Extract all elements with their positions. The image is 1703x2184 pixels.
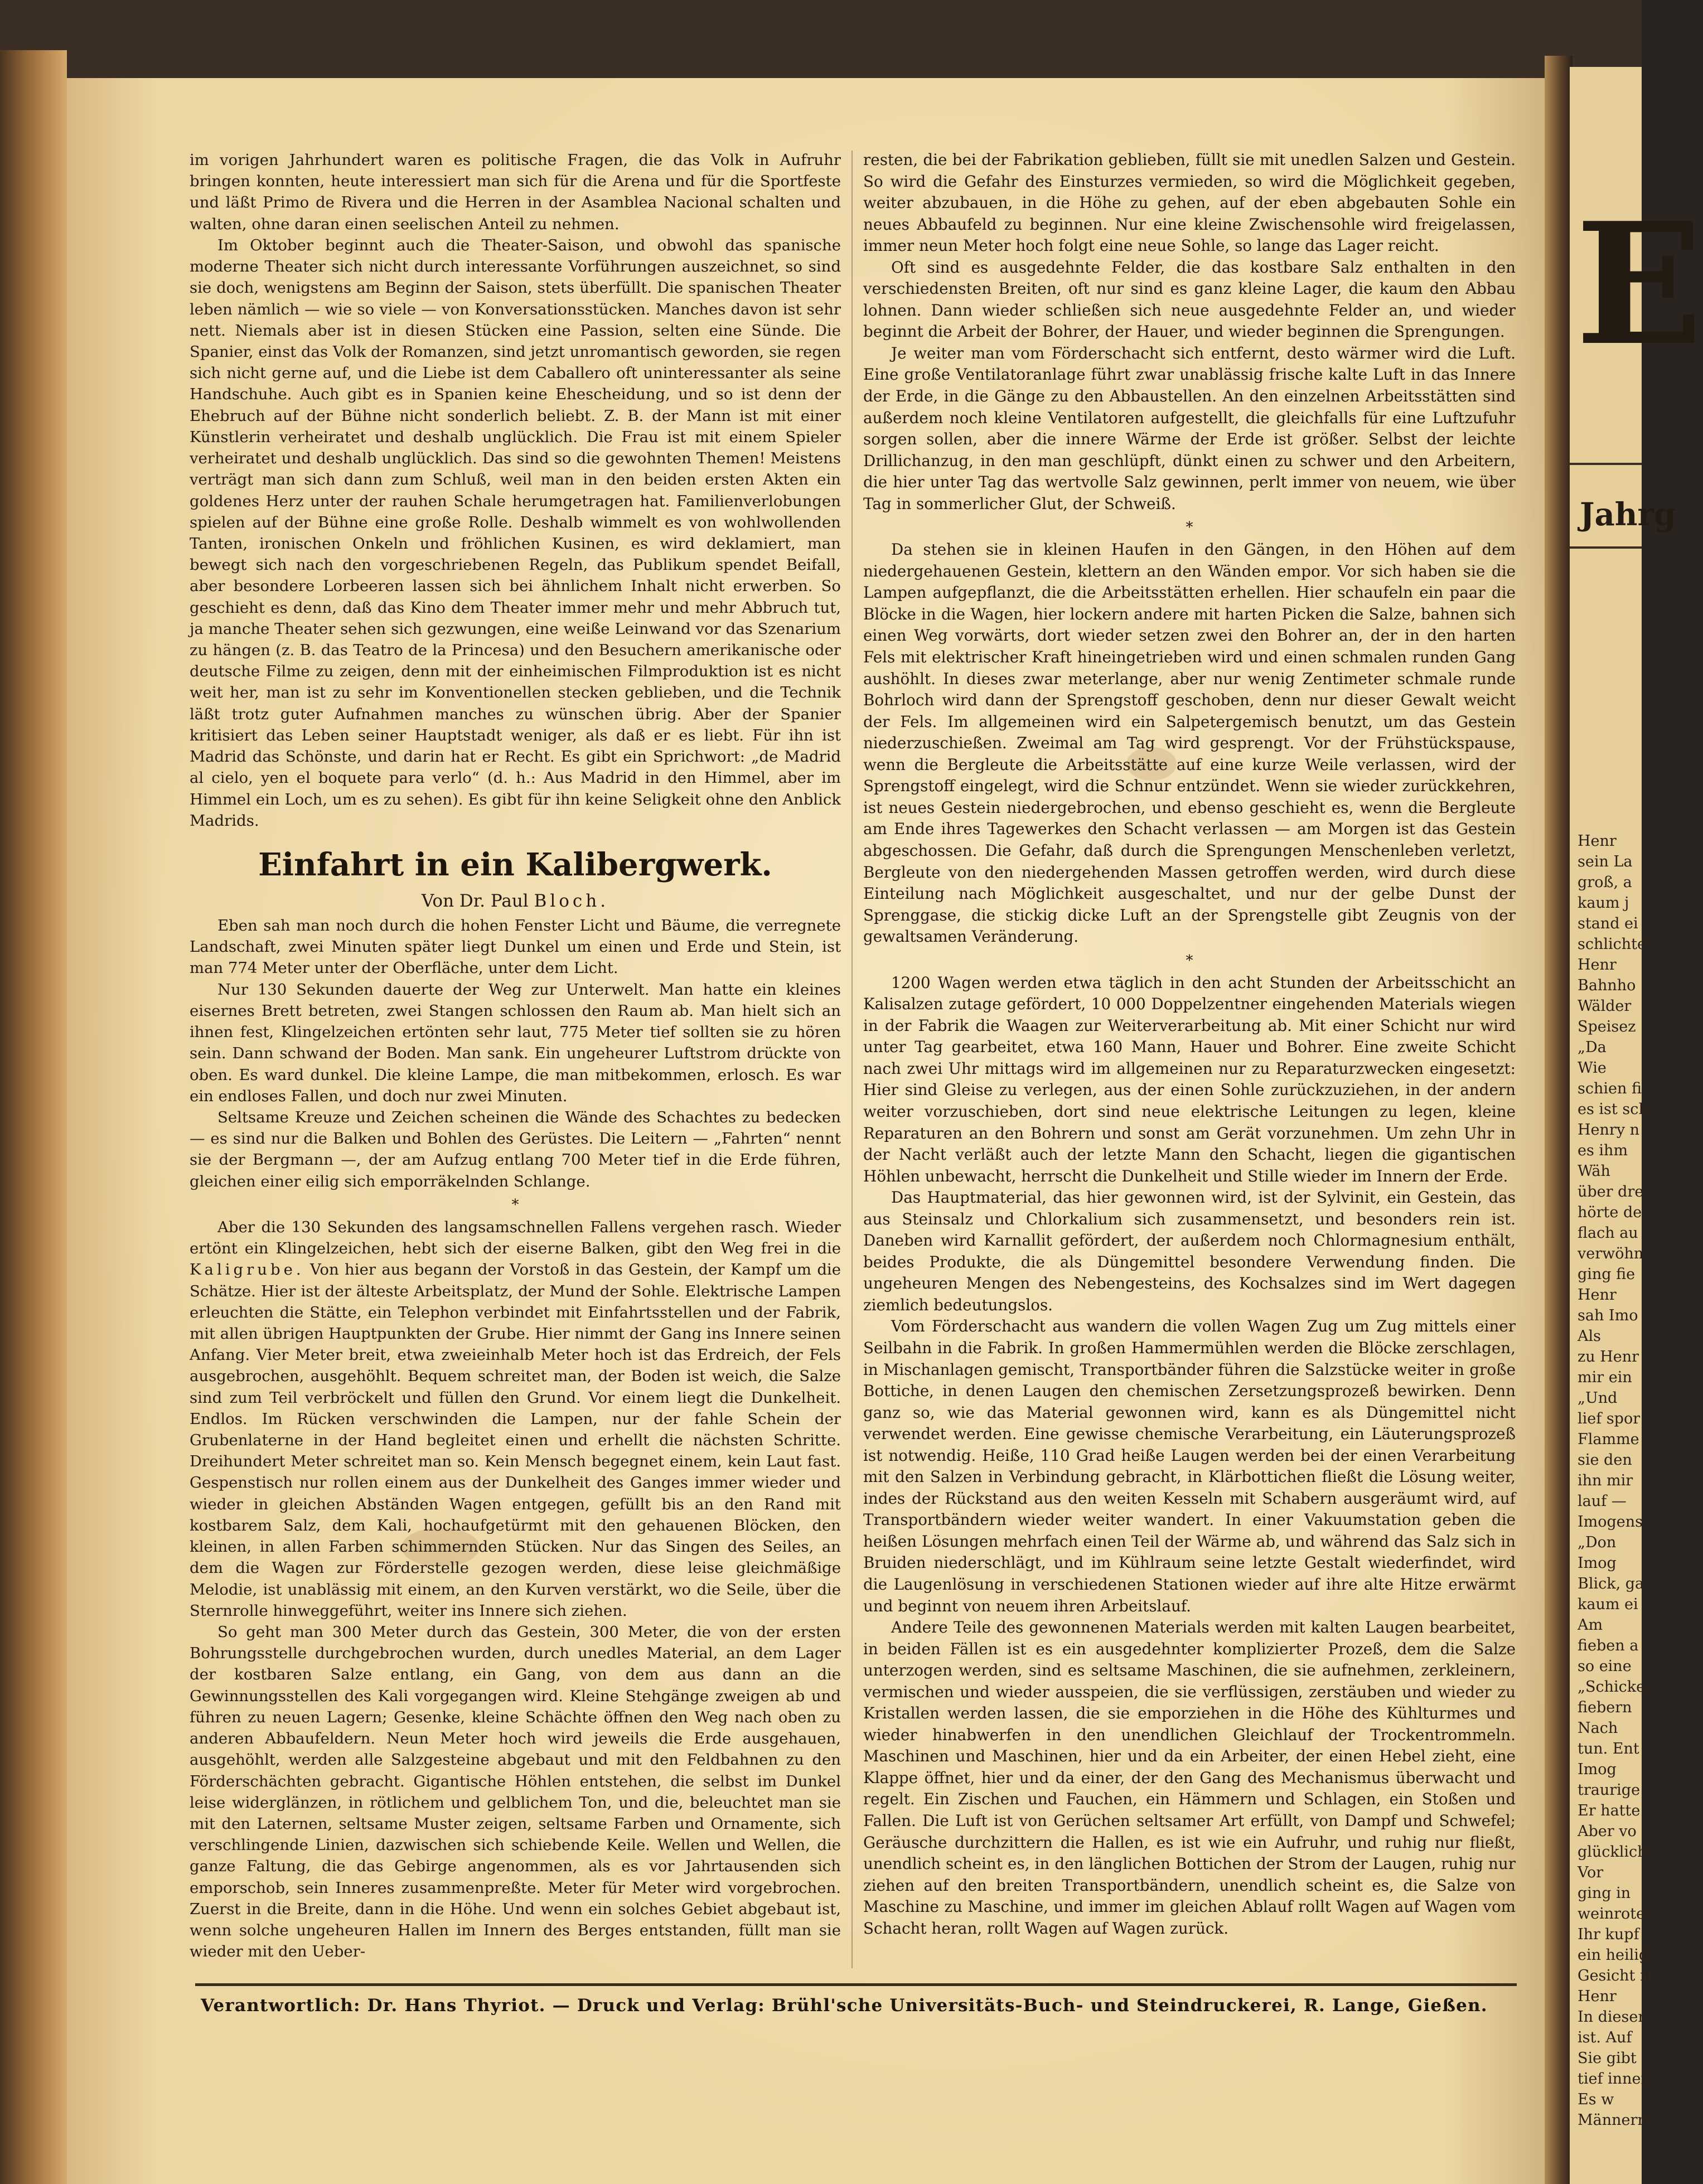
adjacent-line: kaum ei [1578, 1596, 1638, 1613]
adjacent-line: „Und [1578, 1389, 1618, 1407]
left-column [190, 149, 841, 1963]
adjacent-line: Männern [1578, 2112, 1647, 2129]
adjacent-page-edge [1570, 67, 1703, 2184]
adjacent-rule [1570, 546, 1642, 549]
adjacent-line: Am [1578, 1616, 1603, 1634]
adjacent-line: Bahnho [1578, 977, 1636, 994]
adjacent-line: Er hatte [1578, 1802, 1641, 1819]
adjacent-line: Sie gibt [1578, 2050, 1637, 2067]
adjacent-line: stand ei [1578, 915, 1638, 932]
adjacent-line: Wäh [1578, 1163, 1610, 1180]
byline-prefix: Von Dr. Paul [421, 891, 529, 911]
adjacent-line: Henr [1578, 832, 1617, 850]
adjacent-line: flach au [1578, 1224, 1638, 1242]
adjacent-line: Speisez [1578, 1018, 1636, 1035]
article-paragraph: So geht man 300 Meter durch das Gestein, 300 Meter, die von der ersten Bohrungsstelle durchgebrochen wurden, durch unedles Material, an dem Lager der kostbaren Salze entlang, ein Gang, von dem aus dann an die Gewinnungsstellen des Kali vorgegangen wird. Kleine Stehgänge zweigen ab und führen zu neuen Lagern; Gesenke, kleine Schächte öffnen den Weg nach oben zu anderen Abbaufeldern. Neun Meter hoch wird jeweils die Erde ausgehauen, ausgehöhlt, werden alle Salzgesteine abgebaut und mit den Feldbahnen zu den Förderschächten gebracht. Gigantische Höhlen entstehen, die selbst im Dunkel leise widerglänzen, in rötlichem und gelblichem Ton, und die, beleuchtet man sie mit den Laternen, seltsame Muster zeigen, seltsame Farben und Ornamente, sich verschlingende Linien, dazwischen sich schiebende Keile. Wellen und Wellen, die ganze Faltung, die das Gebirge angenommen, als es vor Jahrtausenden sich emporschob, sein Inneres zusammenpreßte. Meter für Meter wird vorgebrochen. Zuerst in die Breite, dann in die Höhe. Und wenn ein solches Gebiet abgebaut ist, wenn solche ungeheuren Hallen im Innern des Berges entstanden, füllt man sie wieder mit den Ueber- [190, 1623, 841, 1961]
adjacent-line: Blick, ga [1578, 1575, 1644, 1592]
adjacent-line: Ihr kupf [1578, 1926, 1639, 1943]
adjacent-line: Henr [1578, 1286, 1617, 1304]
article-paragraph: Nur 130 Sekunden dauerte der Weg zur Unterwelt. Man hatte ein kleines eisernes Brett betreten, zwei Stangen schlossen den Raum ab. Man hielt sich an ihnen fest, Klingelzeichen ertönten sehr laut, 775 Meter tief sollten sie zu hören sein. Dann schwand der Boden. Man sank. Ein ungeheurer Luftstrom drückte von oben. Es ward dunkel. Die kleine Lampe, die man mitbekommen, erlosch. Es war ein endloses Fallen, und doch nur zwei Minuten. [190, 980, 841, 1105]
adjacent-line: Als [1578, 1328, 1601, 1345]
adjacent-line: tief inner [1578, 2070, 1648, 2088]
adjacent-line: „Da [1578, 1039, 1607, 1056]
adjacent-line: Wie [1578, 1059, 1607, 1077]
article-paragraph [190, 1217, 841, 1621]
adjacent-line: schien fi [1578, 1080, 1642, 1097]
adjacent-line: ging fie [1578, 1266, 1636, 1283]
paragraph-text: Aber die 130 Sekunden des langsamschnellen Fallens vergehen rasch. Wieder ertönt ein Klingelzeichen, hebt sich der eiserne Balken, gibt den Weg frei in die [190, 1218, 841, 1258]
adjacent-line: lief spor [1578, 1410, 1641, 1427]
section-separator-star: * [1186, 519, 1193, 536]
adjacent-line: sein La [1578, 853, 1633, 870]
adjacent-line: Imog [1578, 1761, 1617, 1778]
adjacent-line: es ist sch [1578, 1101, 1648, 1118]
adjacent-line: weinrote [1578, 1905, 1646, 1922]
column-divider [851, 151, 853, 1968]
adjacent-line: ein heilig [1578, 1946, 1649, 1964]
adjacent-line: Imog [1578, 1555, 1617, 1572]
article-paragraph: Oft sind es ausgedehnte Felder, die das kostbare Salz enthalten in den verschiedensten Breiten, oft nur sind es ganz kleine Lager, die kaum den Abbau lohnen. Dann wieder schließen sich neue ausgedehnte Felder an, und wieder beginnt die Arbeit der Bohrer, der Hauer, und wieder beginnen die Sprengungen. [863, 258, 1516, 341]
article-paragraph: Je weiter man vom Förderschacht sich entfernt, desto wärmer wird die Luft. Eine große Ventilatoranlage führt zwar unablässig frische kalte Luft in das Innere der Erde, in die Gänge zu den Abbaustellen. An den einzelnen Arbeitsstätten sind außerdem noch kleine Ventilatoren aufgestellt, die gleichfalls für eine Luftzufuhr sorgen sollen, aber die innere Wärme der Erde ist größer. Selbst der leichte Drillichanzug, in den man geschlüpft, dünkt einen zu schwer und den Arbeitern, die hier unter Tag das wertvolle Salz gewinnen, perlt immer von neuem, wie über Tag in sommerlicher Glut, der Schweiß. [863, 343, 1516, 513]
adjacent-line: es ihm [1578, 1142, 1628, 1159]
adjacent-line: ging in [1578, 1885, 1631, 1902]
adjacent-line: sie den [1578, 1451, 1632, 1469]
adjacent-line: über dre [1578, 1183, 1644, 1200]
adjacent-line: verwöhn [1578, 1245, 1644, 1262]
adjacent-line: glücklich [1578, 1843, 1647, 1861]
article-byline [190, 889, 841, 913]
article-paragraph: Vom Förderschacht aus wandern die vollen Wagen Zug um Zug mittels einer Seilbahn in die Fabrik. In großen Hammermühlen werden die Blöcke zerschlagen, in Mischanlagen gemischt, Transportbänder führen die Salzstücke weiter in große Bottiche, in denen Laugen den chemischen Zersetzungsprozeß bewirken. Denn ganz so, wie das Material gewonnen wird, kann es als Düngemittel nicht verwendet werden. Eine gewisse chemische Verarbeitung, ein Läuterungsprozeß ist notwendig. Heiße, 110 Grad heiße Laugen werden bei der einen Verarbeitung mit den Salzen in Verbindung gebracht, in Klärbottichen fließt die Lösung weiter, indes der Rückstand aus den weiten Kesseln mit Schabern ausgeräumt wird, auf Transportbändern wieder weiter wandert. In einer Vakuumstation geben die heißen Lösungen mehrfach einen Teil der Wärme ab, und während das Salz sich in Bruiden niederschlägt, und im Kühlraum seine letzte Gestalt wiederfindet, wird die Laugenlösung in verschiedenen Stationen wieder auf ihre alte Hitze erwärmt und beginnt von neuem ihren Arbeitslauf. [863, 1317, 1516, 1615]
adjacent-line: sah Imo [1578, 1307, 1638, 1324]
adjacent-line: „Don [1578, 1534, 1617, 1551]
article-paragraph: Da stehen sie in kleinen Haufen in den Gängen, in den Höhen auf dem niedergehauenen Gestein, klettern an den Wänden empor. Vor sich haben sie die Lampen aufgepflanzt, die die Arbeitsstätten erhellen. Hier schaufeln ein paar die Blöcke in die Wagen, hier lockern andere mit harten Picken die Salze, bahnen sich einen Weg vorwärts, dort wieder setzen zwei den Bohrer an, der in den harten Fels mit elektrischer Kraft hineingetrieben wird und einen schmalen runden Gang aushöhlt. In dieses zwar meterlange, aber nur wenig Zentimeter schmale runde Bohrloch wird dann der Sprengstoff geschoben, denn nur dieser Gewalt weicht der Fels. Im allgemeinen wird ein Salpetergemisch benutzt, um das Gestein niederzuschießen. Zweimal am Tag wird gesprengt. Vor der Frühstückspause, wenn die Bergleute die Arbeitsstätte auf eine kurze Weile verlassen, wird der Sprengstoff eingelegt, wird die Schnur entzündet. Wenn sie wieder zurückkehren, ist neues Gestein niedergebrochen, und ebenso geschieht es, wenn die Bergleute am Ende ihres Tagewerkes den Schacht verlassen — am Morgen ist das Gestein abgeschossen. Die Gefahr, daß durch die Sprengungen Menschenleben verletzt, Bergleute von den niedergehenden Massen getroffen werden, wird durch diese Einteilung nach Möglichkeit ausgeschaltet, und nur der gelbe Dunst der Sprenggase, die stickig dicke Luft an der Sprengstelle gibt Zeugnis von der gewaltsamen Veränderung. [863, 540, 1516, 946]
section-separator-star: * [1186, 952, 1193, 969]
article-paragraph: Andere Teile des gewonnenen Materials werden mit kalten Laugen bearbeitet, in beiden Fällen ist es ein ausgedehnter komplizierter Prozeß, dem die Salze unterzogen werden, sind es seltsame Maschinen, die sie aufnehmen, zerkleinern, vermischen und wieder ausspeien, die sie verflüssigen, zerstäuben und wieder zu Kristallen werden lassen, die sie emporziehen in die Höhe des Kühlturmes und wieder hinabwerfen in den unendlichen Gleichlauf der Trockentrommeln. Maschinen und Maschinen, hier und da ein Arbeiter, der einen Hebel zieht, eine Klappe öffnet, hier und da einer, der den Gang des Mechanismus überwacht und regelt. Ein Zischen und Fauchen, ein Hämmern und Schlagen, ein Stoßen und Fallen. Die Luft ist von Gerüchen seltsamer Art erfüllt, von Dampf und Schwefel; Geräusche durchzittern die Hallen, es ist wie ein Aufruhr, und ruhig nur fließt, unendlich scheint es, in den länglichen Bottichen der Strom der Laugen, ruhig nur ziehen auf den breiten Transportbändern, unendlich scheint es, die Salze von Maschine zu Maschine, und immer im gleichen Ablauf rollt Wagen auf Wagen vom Schacht heran, rollt Wagen auf Wagen zurück. [863, 1618, 1516, 1938]
adjacent-line: Flamme [1578, 1431, 1639, 1448]
article-paragraph: Im Oktober beginnt auch die Theater-Saison, und obwohl das spanische moderne Theater sich nicht durch interessante Vorführungen auszeichnet, so sind sie doch, wenigstens am Beginn der Saison, stets überfüllt. Die spanischen Theater leben nämlich — wie so viele — von Konversationsstücken. Manches davon ist sehr nett. Niemals aber ist in diesen Stücken eine Passion, selten eine Sünde. Die Spanier, einst das Volk der Romanzen, sind jetzt unromantisch geworden, sie regen sich nicht gerne auf, und die Liebe ist dem Caballero oft uninteressanter als seine Handschuhe. Auch gibt es in Spanien keine Ehescheidung, und so ist denn der Ehebruch auf der Bühne nicht sonderlich beliebt. Z. B. der Mann ist mit einer Künstlerin verheiratet und deshalb unglücklich. Die Frau ist mit einem Spieler verheiratet und deshalb unglücklich. Das sind so die gewohnten Themen! Meistens verträgt man sich dann zum Schluß, weil man in den beiden ersten Akten ein goldenes Herz unter der rauhen Schale herumgetragen hat. Familienverlobungen spielen auf der Bühne eine große Rolle. Deshalb wimmelt es von wohlwollenden Tanten, ironischen Onkeln und fröhlichen Kusinen, es wird deklamiert, man bewegt sich nach den vorgeschriebenen Regeln, das Publikum spendet Beifall, aber besondere Lorbeeren lassen sich bei ähnlichem Inhalt nicht erwerben. So geschieht es denn, daß das Kino dem Theater immer mehr und mehr Abbruch tut, ja manche Theater sehen sich gezwungen, eine weiße Leinwand vor das Szenarium zu hängen (z. B. das Teatro de la Princesa) und den Besuchern amerikanische oder deutsche Filme zu zeigen, denn mit der einheimischen Filmproduktion ist es nicht weit her, man ist zu sehr im Konventionellen stecken geblieben, und die Technik läßt trotz guter Aufnahmen manches zu wünschen übrig. Aber der Spanier kritisiert das Leben seiner Hauptstadt weniger, als daß er es liebt. Für ihn ist Madrid das Schönste, und darin hat er Recht. Es gibt ein Sprichwort: „de Madrid al cielo, yen el boquete para verlo“ (d. h.: Aus Madrid in den Himmel, aber im Himmel ein Loch, um es zu sehen). Es gibt für ihn keine Seligkeit ohne den Anblick Madrids. [190, 236, 841, 830]
article-paragraph: 1200 Wagen werden etwa täglich in den acht Stunden der Arbeitsschicht an Kalisalzen zutage gefördert, 10 000 Doppelzentner eingehenden Materials wiegen in der Fabrik die Waagen zur Weiterverarbeitung ab. Mit einer Schicht nur wird unter Tag gearbeitet, etwa 160 Mann, Hauer und Bohrer. Eine zweite Schicht nach zwei Uhr mittags wird im allgemeinen nur zu Reparaturzwecken eingesetzt: Hier sind Gleise zu verlegen, aus der einen Sohle zurückzuziehen, in der andern weiter vorzuschieben, dort sind neue elektrische Leitungen zu legen, kleine Reparaturen an den Bohrern und sonst am Gerät vorzunehmen. Um zehn Uhr in der Nacht verläßt auch der letzte Mann den Schacht, liegen die gigantischen Höhlen unbewacht, herrscht die Dunkelheit und Stille wieder im Innern der Erde. [863, 973, 1516, 1185]
adjacent-heading: Jahrg [1580, 496, 1676, 533]
adjacent-line: Henr [1578, 956, 1617, 974]
paragraph-text: Von hier aus begann der Vorstoß in das Gestein, der Kampf um die Schätze. Hier ist der älteste Arbeitsplatz, der Mund der Sohle. Elektrische Lampen erleuchten die Stätte, ein Telephon verbindet mit Einfahrtsstellen und der Fabrik, mit allen übrigen Hauptpunkten der Grube. Hier nimmt der Gang ins Innere seinen Anfang. Vier Meter breit, etwa zweieinhalb Meter hoch ist das Erdreich, der Fels ausgebrochen, ausgehöhlt. Bequem schreitet man, der Boden ist weich, die Salze sind zum Teil verbröckelt und füllen den Grund. Vor einem liegt die Dunkelheit. Endlos. Im Rücken verschwinden die Lampen, nur der fahle Schein der Grubenlaterne in der Hand begleitet einen und erhellt die nächsten Schritte. Dreihundert Meter schreitet man so. Kein Mensch begegnet einem, kein Laut fast. Gespenstisch nur rollen einem aus der Dunkelheit des Ganges immer wieder und wieder in gleichen Abständen Wagen entgegen, gefüllt bis an den Rand mit kostbarem Salz, dem Kali, hochaufgetürmt mit den gehauenen Blöcken, den kleinen, in allen Farben schimmernden Stücken. Nur das Singen des Seiles, an dem die Wagen zur Förderstelle gezogen werden, diese leise gleichmäßige Melodie, ist unablässig mit einem, an den Kurven verstärkt, wo die Seile, über die Sternrolle hinweggeführt, weiter ins Innere sich ziehen. [190, 1261, 841, 1620]
adjacent-line: lauf — [1578, 1493, 1627, 1510]
article-paragraph: resten, die bei der Fabrikation geblieben, füllt sie mit unedlen Salzen und Gestein. So wird die Gefahr des Einsturzes vermieden, so wird die Möglichkeit gegeben, weiter abzubauen, in die Höhe zu gehen, auf der eben abgebauten Sohle ein neues Abbaufeld zu beginnen. Nur eine kleine Zwischensohle wird freigelassen, immer neun Meter hoch folgt eine neue Sohle, so lange das Lager reicht. [863, 151, 1516, 255]
adjacent-line: Gesicht n [1578, 1967, 1650, 1984]
article-paragraph: im vorigen Jahrhundert waren es politische Fragen, die das Volk in Aufruhr bringen konnten, heute interessiert man sich für die Arena und für die Sportfeste und läßt Primo de Rivera und die Herren in der Asamblea Nacional schalten und walten, ohne daran einen seelischen Anteil zu nehmen. [190, 151, 841, 233]
adjacent-line: „Schicke [1578, 1678, 1646, 1696]
adjacent-line: kaum j [1578, 894, 1629, 912]
adjacent-line: ist. Auf [1578, 2029, 1632, 2046]
adjacent-line: fiebern [1578, 1699, 1632, 1716]
article-paragraph: Seltsame Kreuze und Zeichen scheinen die Wände des Schachtes zu bedecken — es sind nur die Balken und Bohlen des Gerüstes. Die Leitern — „Fahrten“ nennt sie der Bergmann —, der am Aufzug entlang 700 Meter tief in die Erde führen, gleichen einer eilig sich emporräkelnden Schlange. [190, 1108, 841, 1190]
adjacent-line: Imogens [1578, 1513, 1643, 1531]
adjacent-line: Henry n [1578, 1121, 1640, 1139]
adjacent-line: ihn mir [1578, 1472, 1633, 1489]
adjacent-line: fieben a [1578, 1637, 1639, 1654]
adjacent-line: Vor [1578, 1864, 1604, 1881]
section-separator-star: * [511, 1196, 519, 1213]
right-column [863, 149, 1516, 1939]
adjacent-line: zu Henr [1578, 1348, 1639, 1365]
adjacent-rule [1570, 463, 1642, 465]
article-paragraph: Das Hauptmaterial, das hier gewonnen wird, ist der Sylvinit, ein Gestein, das aus Steinsalz und Chlorkalium sich zusammensetzt, und besonders rein ist. Daneben wird Karnallit gefördert, der außerdem noch Chlormagnesium enthält, beides Produkte, die als Düngemittel besondere Verwendung finden. Die ungeheuren Mengen des Nebengesteins, des Kochsalzes sind im Wert dagegen ziemlich bedeutungslos. [863, 1188, 1516, 1314]
footer-rule [195, 1983, 1517, 1986]
adjacent-text-lines [1578, 831, 1649, 2130]
spaced-emphasis: Kaligrube. [190, 1261, 304, 1279]
adjacent-line: schlichte [1578, 936, 1646, 953]
adjacent-line: mir ein [1578, 1369, 1632, 1386]
adjacent-line: Aber vo [1578, 1823, 1637, 1840]
adjacent-line: tun. Ent [1578, 1740, 1639, 1757]
adjacent-line: traurige [1578, 1781, 1641, 1799]
adjacent-line: so eine [1578, 1658, 1632, 1675]
adjacent-line: groß, a [1578, 874, 1632, 891]
adjacent-big-initial: E [1575, 186, 1703, 382]
adjacent-line: Nach [1578, 1720, 1618, 1737]
article-headline: Einfahrt in ein Kalibergwerk. [258, 846, 772, 883]
adjacent-line: Wälder [1578, 997, 1632, 1015]
page-gutter [1545, 56, 1573, 2184]
adjacent-line: Es w [1578, 2091, 1614, 2108]
adjacent-line: Henr [1578, 1988, 1617, 2005]
book-spine [0, 50, 67, 2184]
adjacent-line: hörte de [1578, 1204, 1642, 1221]
article-paragraph: Eben sah man noch durch die hohen Fenster Licht und Bäume, die verregnete Landschaft, zwei Minuten später liegt Dunkel um einen und Erde und Stein, ist man 774 Meter unter der Oberfläche, unter dem Licht. [190, 917, 841, 977]
footer-imprint: Verantwortlich: Dr. Hans Thyriot. — Druck und Verlag: Brühl'sche Universitäts-Buch- und Steindruckerei, R. Lange, Gießen. [201, 1996, 1488, 2016]
byline-author-name: Bloch. [534, 891, 609, 911]
adjacent-line: In dieser [1578, 2008, 1646, 2026]
